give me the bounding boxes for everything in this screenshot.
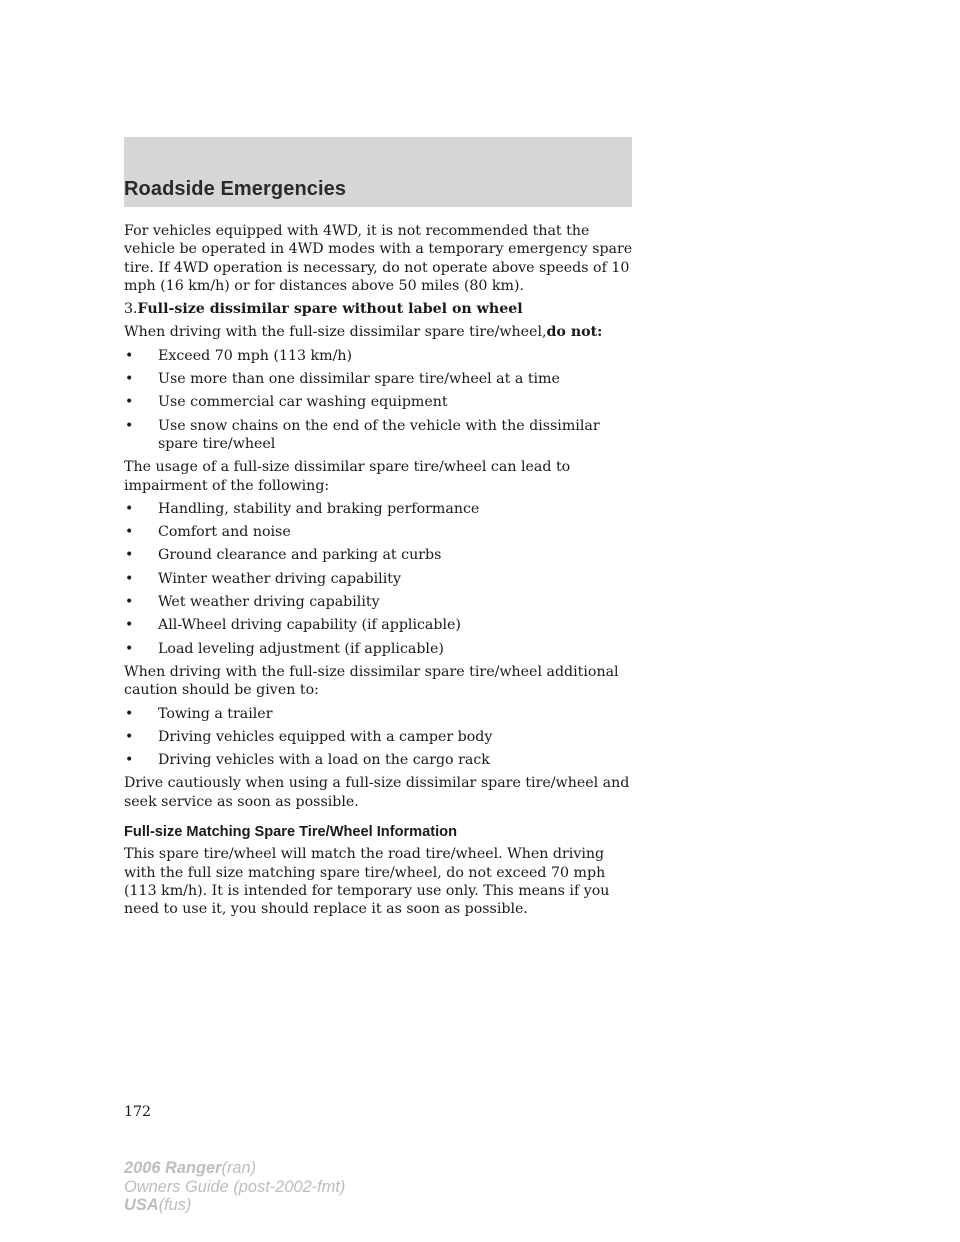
bullet-icon: • [125,752,134,769]
caution-intro: When driving with the full-size dissimilar spare tire/wheel additional caution should be given to: [124,663,619,699]
bullet-icon: • [125,728,134,745]
drive-cautiously-para: Drive cautiously when using a full-size dissimilar spare tire/wheel and seek service as soon as possible. [124,775,630,810]
list-item-text: Load leveling adjustment (if applicable) [158,640,444,657]
list-item [124,370,636,388]
bullet-icon: • [125,394,134,411]
footer-line-3 [124,1196,345,1215]
list-item [124,705,636,723]
item-number: 3. [124,301,138,318]
driving-intro-text: When driving with the full-size dissimilar spare tire/wheel, [124,324,547,341]
bullet-icon: • [125,500,134,517]
list-item-text: Winter weather driving capability [158,570,401,587]
bullet-icon: • [125,594,134,611]
bullet-icon: • [125,547,134,564]
list-item [124,347,636,365]
list-item-text: Use commercial car washing equipment [158,394,448,411]
para-4wd: For vehicles equipped with 4WD, it is not recommended that the vehicle be operated in 4WD modes with a temporary emergency spare tire. If 4WD operation is necessary, do not operate above speeds of 10 mph (16 km/h) or for distances above 50 miles (80 km). [124,223,633,294]
list-item [124,751,636,769]
footer-market-code: (fus) [158,1196,192,1214]
list-item-text: Use snow chains on the end of the vehicle with the dissimilar spare tire/wheel [158,417,600,452]
footer-model: 2006 Ranger [124,1159,222,1177]
list-item [124,500,636,518]
list-item-text: Use more than one dissimilar spare tire/wheel at a time [158,371,560,388]
matching-spare-heading: Full-size Matching Spare Tire/Wheel Information [124,824,457,841]
page-content [124,222,636,924]
footer-line-2: Owners Guide (post-2002-fmt) [124,1177,346,1196]
list-item [124,728,636,746]
list-item [124,593,636,611]
bullet-icon: • [125,417,134,434]
page-number: 172 [124,1104,152,1120]
list-item [124,570,636,588]
bullet-icon: • [125,705,134,722]
list-item-text: Driving vehicles with a load on the cargo rack [158,752,490,769]
driving-intro-emphasis: do not: [546,324,603,341]
list-item-text: Comfort and noise [158,524,291,541]
list-item [124,640,636,658]
bullet-icon: • [125,617,134,634]
bullet-icon: • [125,347,134,364]
item-3-heading [124,300,636,318]
impairment-intro: The usage of a full-size dissimilar spare tire/wheel can lead to impairment of the following: [124,459,571,494]
footer [124,1159,345,1215]
list-item-text: Ground clearance and parking at curbs [158,547,442,564]
list-item [124,393,636,411]
list-item [124,546,636,564]
matching-spare-para: This spare tire/wheel will match the road tire/wheel. When driving with the full size matching spare tire/wheel, do not exceed 70 mph (113 km/h). It is intended for temporary use only. This means if you need to use it, you should replace it as soon as possible. [124,846,610,918]
list-item-text: Handling, stability and braking performance [158,500,480,517]
bullet-icon: • [125,640,134,657]
impairment-list [124,500,636,658]
bullet-icon: • [125,371,134,388]
list-item [124,523,636,541]
section-title: Roadside Emergencies [124,178,347,200]
list-item-text: Wet weather driving capability [158,594,380,611]
footer-market: USA [124,1196,159,1214]
footer-line-1 [124,1159,345,1178]
footer-model-code: (ran) [221,1159,257,1177]
do-not-list [124,347,636,453]
driving-intro [124,323,636,341]
item-title: Full-size dissimilar spare without label on wheel [137,301,523,318]
list-item [124,417,636,454]
list-item-text: Exceed 70 mph (113 km/h) [158,347,353,364]
bullet-icon: • [125,524,134,541]
list-item-text: Driving vehicles equipped with a camper body [158,728,493,745]
caution-list [124,705,636,770]
bullet-icon: • [125,570,134,587]
list-item [124,616,636,634]
list-item-text: Towing a trailer [158,705,273,722]
list-item-text: All-Wheel driving capability (if applicable) [158,617,461,634]
